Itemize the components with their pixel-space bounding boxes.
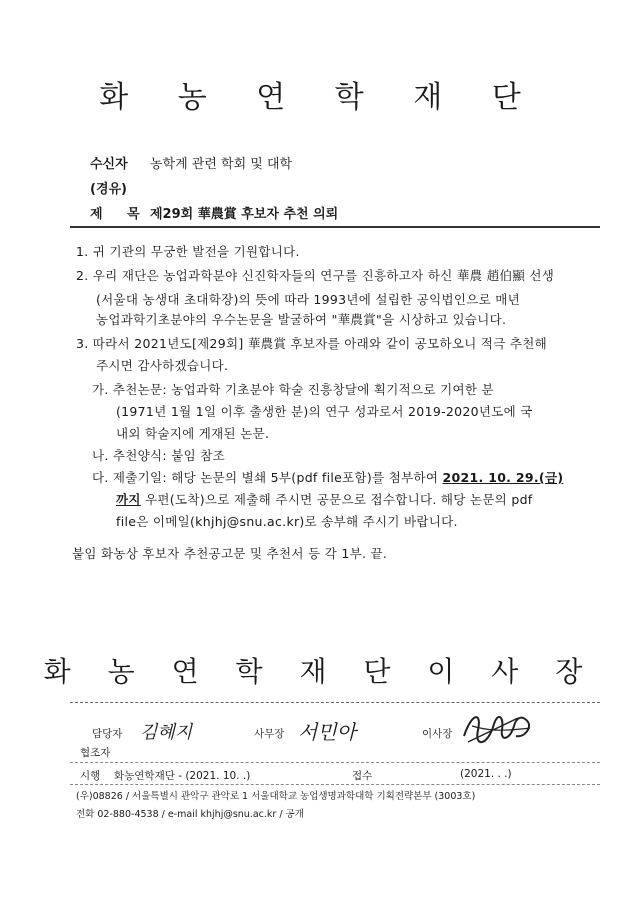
item-ga-line-3: 내외 학술지에 게재된 논문. [116, 426, 270, 441]
chairman-label: 이사장 [422, 728, 453, 740]
subject-label: 제 목 [90, 207, 150, 222]
footer-top-rule [70, 702, 600, 703]
recipient-value: 농학계 관련 학회 및 대학 [150, 157, 293, 172]
drafter-signature: 김혜지 [140, 722, 193, 743]
item-da-line-1 [92, 468, 563, 486]
paragraph-3-line-1: 3. 따라서 2021년도[제29회] 華農賞 후보자를 아래와 같이 공모하오니 적극 추천해 [76, 336, 548, 351]
paragraph-2-line-3: 농업과학기초분야의 우수논문을 발굴하여 "華農賞"을 시상하고 있습니다. [96, 312, 507, 327]
deadline-date: 2021. 10. 29.(금) [442, 470, 564, 485]
item-da-line-2 [116, 490, 533, 508]
footer-lower-rule [70, 784, 600, 785]
secretary-label: 사무장 [254, 728, 285, 740]
item-ga-line-1: 가. 추천논문: 농업과학 기초분야 학술 진흥창달에 획기적으로 기여한 분 [92, 382, 494, 397]
via-label: (경유) [90, 182, 127, 197]
item-da-line-3: file은 이메일(khjhj@snu.ac.kr)로 송부해 주시기 바랍니다. [116, 514, 458, 529]
receipt-label: 접수 [352, 770, 373, 782]
receipt-value: (2021. . .) [460, 768, 512, 780]
attachment-note: 붙임 화농상 후보자 추천공고문 및 추천서 등 각 1부. 끝. [72, 546, 388, 561]
drafter-label: 담당자 [92, 728, 123, 740]
paragraph-2-line-2: (서울대 농생대 초대학장)의 뜻에 따라 1993년에 설립한 공익법인으로 매년 [96, 292, 521, 307]
paragraph-3-line-2: 주시면 감사하겠습니다. [96, 358, 229, 373]
cooperator-label: 협조자 [80, 747, 111, 759]
header-divider [70, 226, 600, 228]
deadline-suffix: 까지 [116, 492, 141, 507]
footer-mid-rule [70, 762, 600, 763]
chairman-signature-image [458, 706, 538, 750]
item-da-line-2-text: 우편(도착)으로 제출해 주시면 공문으로 접수합니다. 해당 논문의 pdf [140, 492, 533, 507]
document-title: 화 농 연 학 재 단 [99, 80, 541, 115]
item-na: 나. 추천양식: 붙임 참조 [92, 448, 225, 463]
address-line: (우)08826 / 서울특별시 관악구 관악로 1 서울대학교 농업생명과학대학 기획전략본부 (3003호) [76, 791, 476, 802]
subject-value: 제29회 華農賞 후보자 추천 의뢰 [150, 207, 339, 222]
issuer-name: 화 농 연 학 재 단 이 사 장 [43, 655, 597, 688]
secretary-signature: 서민아 [298, 720, 356, 744]
contact-line: 전화 02-880-4538 / e-mail khjhj@snu.ac.kr / 공개 [76, 809, 304, 820]
item-da-text: 다. 제출기일: 해당 논문의 별쇄 5부(pdf file포함)를 첨부하여 [92, 470, 443, 485]
enforce-label: 시행 [80, 770, 101, 782]
paragraph-2-line-1: 2. 우리 재단은 농업과학분야 신진학자들의 연구를 진흥하고자 하신 華農 趙伯顯 선생 [76, 268, 555, 283]
item-ga-line-2: (1971년 1월 1일 이후 출생한 분)의 연구 성과로서 2019-2020년도에 국 [116, 404, 533, 419]
enforce-value: 화농연학재단 - (2021. 10. .) [114, 770, 251, 782]
recipient-label: 수신자 [90, 157, 128, 172]
paragraph-1: 1. 귀 기관의 무궁한 발전을 기원합니다. [76, 244, 300, 259]
